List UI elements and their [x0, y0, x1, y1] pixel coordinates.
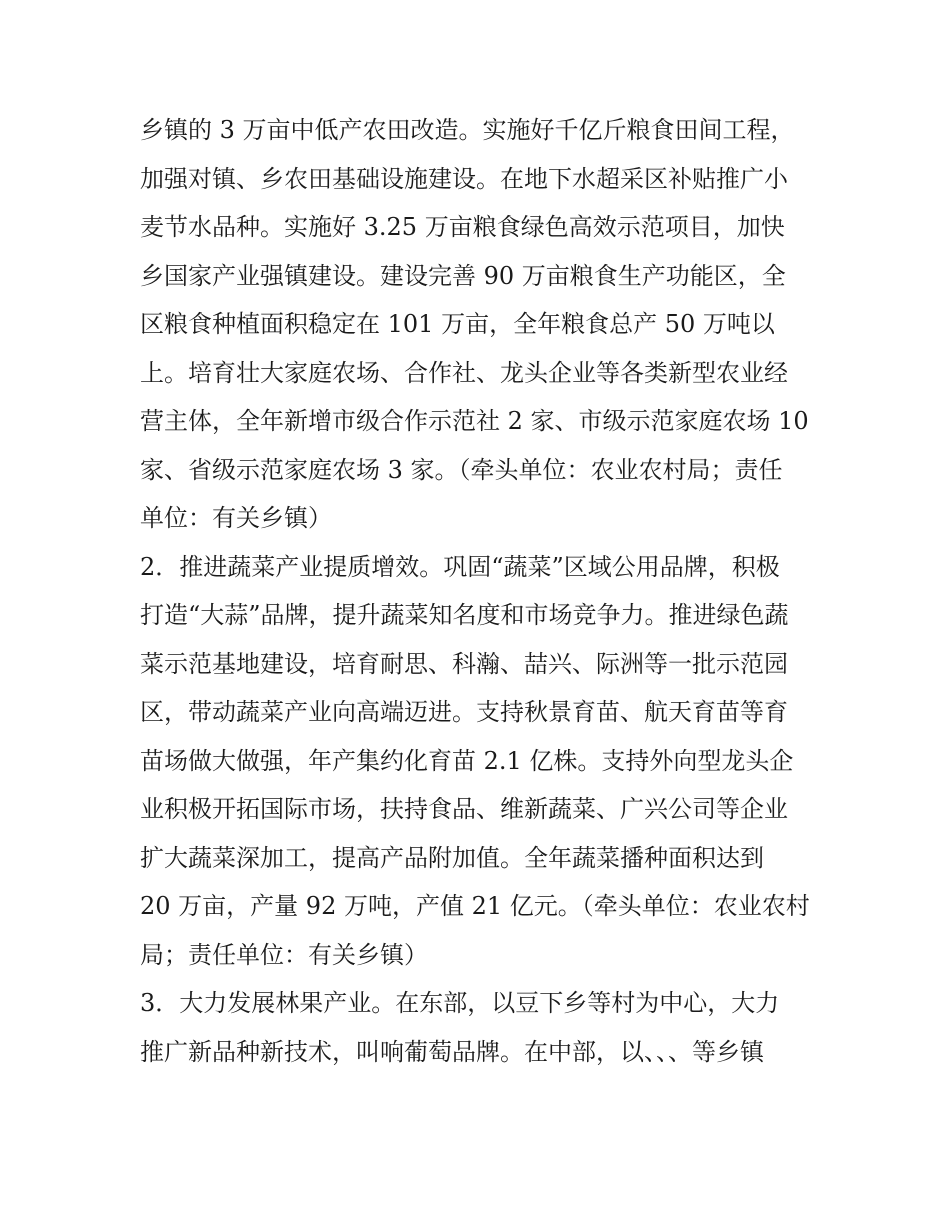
- text-line: 区，带动蔬菜产业向高端迈进。支持秋景育苗、航天育苗等育: [140, 698, 788, 726]
- text-line: 推广新品种新技术，叫响葡萄品牌。在中部，以、、、等乡镇: [140, 1037, 764, 1066]
- text-line: 上。培育壮大家庭农场、合作社、龙头企业等各类新型农业经: [140, 358, 788, 387]
- text-line: 业积极开拓国际市场，扶持食品、维新蔬菜、广兴公司等企业: [140, 795, 788, 823]
- body-text: [140, 106, 820, 1076]
- text-line: 打造“大蒜”品牌，提升蔬菜知名度和市场竞争力。推进绿色蔬: [140, 601, 789, 629]
- text-line: 20 万亩，产量 92 万吨，产值 21 亿元。（牵头单位：农业农村: [140, 892, 810, 920]
- text-line: 3．大力发展林果产业。在东部，以豆下乡等村为中心，大力: [140, 989, 780, 1017]
- text-line: 家、省级示范家庭农场 3 家。（牵头单位：农业农村局；责任: [140, 455, 783, 484]
- text-line: 扩大蔬菜深加工，提高产品附加值。全年蔬菜播种面积达到: [140, 843, 764, 872]
- text-line: 苗场做大做强，年产集约化育苗 2.1 亿株。支持外向型龙头企: [140, 746, 794, 775]
- text-line: 营主体，全年新增市级合作示范社 2 家、市级示范家庭农场 10: [140, 407, 809, 435]
- text-line: 2．推进蔬菜产业提质增效。巩固“蔬菜”区域公用品牌，积极: [140, 552, 780, 581]
- text-line: 局；责任单位：有关乡镇）: [140, 940, 428, 969]
- text-line: 菜示范基地建设，培育耐思、科瀚、喆兴、际洲等一批示范园: [140, 649, 788, 678]
- text-line: 区粮食种植面积稳定在 101 万亩，全年粮食总产 50 万吨以: [140, 310, 775, 338]
- text-line: 加强对镇、乡农田基础设施建设。在地下水超采区补贴推广小: [140, 164, 788, 193]
- text-line: 乡镇的 3 万亩中低产农田改造。实施好千亿斤粮食田间工程，: [140, 116, 795, 144]
- text-line: 麦节水品种。实施好 3.25 万亩粮食绿色高效示范项目，加快: [140, 213, 785, 241]
- text-line: 单位：有关乡镇）: [140, 504, 332, 532]
- text-line: 乡国家产业强镇建设。建设完善 90 万亩粮食生产功能区，全: [140, 261, 786, 290]
